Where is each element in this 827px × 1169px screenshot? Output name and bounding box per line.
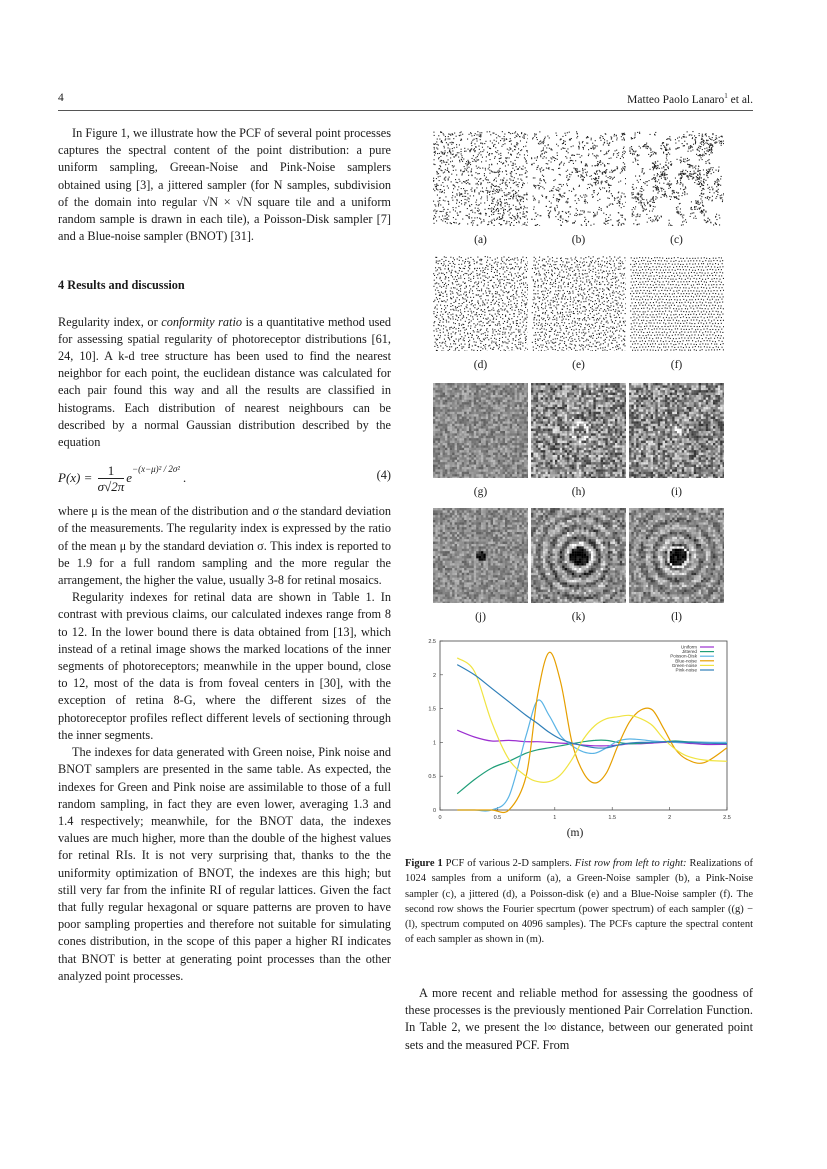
y-tick-label: 1.5 — [428, 706, 436, 713]
left-column — [58, 125, 391, 985]
panel-l-spectrum — [629, 508, 724, 603]
figure-row-spectra-1 — [433, 383, 730, 503]
panel-f-blue-noise-points — [629, 256, 724, 351]
panel-label: (i) — [671, 486, 682, 498]
legend-label: Pink-noise — [675, 667, 697, 673]
figure-row-samples-2 — [433, 256, 730, 376]
panel-c-pink-noise-points — [629, 131, 724, 226]
legend-label: Poisson-Disk — [670, 653, 697, 659]
panel-label: (c) — [670, 234, 683, 246]
page-number: 4 — [58, 92, 64, 104]
panel-e-poisson-disk-points — [531, 256, 626, 351]
equation-period: . — [183, 470, 187, 486]
equation-4 — [58, 455, 391, 497]
fraction-denominator: σ√2π — [97, 479, 125, 495]
para-text: Regularity index, or — [58, 314, 162, 329]
panel-label: (m) — [566, 827, 584, 839]
panel-label: (e) — [572, 359, 585, 371]
panel-label: (a) — [474, 234, 487, 246]
pcf-line-chart — [405, 635, 755, 840]
sampler-indexes-paragraph: The indexes for data generated with Green noise, Pink noise and BNOT samplers are presented in the same table. As expected, the indexes for Green and Pink noise are assimilable to those of a full random sampling, in fact they are even lower, averaging 1.3 and 1.4 respectively; meanwhile, for the BNOT data, the indexes values are much higher, more than the double of the highest values for retinal RIs. It is not very surprising that, thanks to the the uniformity optimization of BNOT, the indexes are this high; but still very far from the infinite RI of regular lattices. Given the fact that fully regular hexagonal or square patterns are proven to have poor sampling properties and therefore not suitable for simulating cones distribution, in the scope of this paper a higher RI indicates that BNOT is better at generating point processes than the other analyzed point processes. — [58, 745, 391, 983]
author-affiliation: 1 — [724, 92, 728, 100]
definition-paragraph: where μ is the mean of the distribution and σ the standard deviation of the measurements. The regularity index is expressed by the ratio of the mean μ by the standard deviation σ. This index is reported to be 1.9 for a full random sampling and the more regular the arrangement, the higher the value, usually 3-8 for retinal mosaics. — [58, 504, 391, 588]
series-line-blue-noise — [457, 652, 727, 812]
legend-label: Green-noise — [671, 662, 697, 668]
panel-i-spectrum — [629, 383, 724, 478]
y-tick-label: 0.5 — [428, 774, 436, 781]
figure-caption — [405, 856, 753, 948]
legend-label: Jittered — [681, 649, 697, 655]
emphasis-text: conformity ratio — [161, 314, 243, 329]
panel-g-spectrum — [433, 383, 528, 478]
equation-body — [58, 461, 187, 495]
panel-label: (g) — [473, 486, 488, 498]
caption-emphasis: Fist row from left to right: — [574, 858, 687, 869]
series-line-jittered — [457, 740, 727, 794]
y-tick-label: 2 — [432, 672, 436, 679]
y-tick-label: 2.5 — [428, 639, 436, 645]
pcf-paragraph: A more recent and reliable method for assessing the goodness of these processes is the previously mentioned Pair Correlation Function. In Table 2, we present the l∞ distance, between our generated point sets and the measured PCF. From — [405, 986, 753, 1052]
panel-label: (d) — [473, 359, 488, 371]
caption-text: PCF of various 2-D samplers. — [442, 858, 575, 869]
x-tick-label: 2.5 — [723, 815, 731, 821]
right-column — [405, 985, 753, 1054]
regularity-paragraph — [58, 314, 391, 452]
x-tick-label: 2 — [668, 815, 672, 821]
legend-label: Blue-noise — [675, 658, 697, 664]
x-tick-label: 0 — [438, 815, 442, 821]
equation-fraction — [98, 463, 125, 495]
running-author — [627, 92, 753, 106]
figure-row-samples-1 — [433, 131, 730, 251]
panel-label: (b) — [571, 234, 586, 246]
author-suffix: et al. — [727, 93, 753, 106]
panel-b-green-noise-points — [531, 131, 626, 226]
para-text: is a quantitative method used for assessing spatial regularity of photoreceptor distributions [61, 24, 10]. A k-d tree structure has been used to find the nearest neighbor for each point, the euclidean distance was calculated for each pair found this way and all the results are classified in histograms. Each distribution of nearest neighbours can be described by a normal Gaussian distribution described by the equation — [58, 314, 391, 450]
series-line-green-noise — [457, 658, 727, 782]
panel-h-spectrum — [531, 383, 626, 478]
y-tick-label: 0 — [432, 808, 436, 814]
retinal-indexes-paragraph: Regularity indexes for retinal data are shown in Table 1. In contrast with previous claims, our calculated indexes range from 8 to 12. In the lower bound there is data obtained from [13], which instead of a retinal image shows the marked locations of the inner segments of photoreceptors; meanwhile in the upper bound, close to 12, most of the data is from foveal centers in [30], with the exception of retina 8-G, where the different sizes of the photoreceptor profiles reflect different levels of sectioning through the inner segments. — [58, 590, 391, 742]
page-header — [58, 92, 753, 111]
panel-a-uniform-points — [433, 131, 528, 226]
caption-text: Realizations of 1024 samples from a uniform (a), a Green-Noise sampler (b), a Pink-Noise sampler (c), a jittered (d), a Poisson-disk (e) and a Blue-Noise sampler (f). The second row shows the Fourier specrtum (power spectrum) of each sampler ((g) − (l), spectrum computed on 4096 samples). The PCFs capture the spectral content of each sampler as shown in (m). — [405, 858, 754, 946]
legend-label: Uniform — [680, 644, 697, 650]
panel-d-jittered-points — [433, 256, 528, 351]
figure-row-spectra-2 — [433, 508, 730, 628]
equation-number: (4) — [376, 468, 391, 483]
caption-label: Figure 1 — [405, 858, 443, 869]
fraction-numerator: 1 — [98, 463, 125, 479]
panel-label: (l) — [671, 611, 682, 623]
intro-paragraph: In Figure 1, we illustrate how the PCF of several point processes captures the spectral content of the point distribution: a pure uniform sampling, Greean-Noise and Pink-Noise samplers obtained using [3], a jittered sampler (for N samples, subdivision of the domain into regular √N × √N square tile and a uniform random sample is drawn in each tile), a Poisson-Disk sampler [7] and a Blue-noise sampler (BNOT) [31]. — [58, 126, 391, 244]
panel-j-spectrum — [433, 508, 528, 603]
panel-label: (h) — [571, 486, 586, 498]
panel-label: (k) — [571, 611, 586, 623]
panel-label: (f) — [670, 359, 683, 371]
x-tick-label: 1.5 — [608, 815, 617, 821]
x-tick-label: 1 — [553, 815, 557, 821]
author-name: Matteo Paolo Lanaro — [627, 93, 725, 106]
panel-label: (j) — [475, 611, 486, 623]
equation-exponent: −(x−μ)² / 2σ² — [132, 464, 180, 475]
y-tick-label: 1 — [432, 740, 436, 747]
section-title: 4 Results and discussion — [58, 278, 185, 293]
x-tick-label: 0.5 — [493, 815, 502, 821]
equation-base: e — [126, 470, 132, 486]
equation-lhs: P(x) = — [58, 470, 93, 486]
panel-k-spectrum — [531, 508, 626, 603]
